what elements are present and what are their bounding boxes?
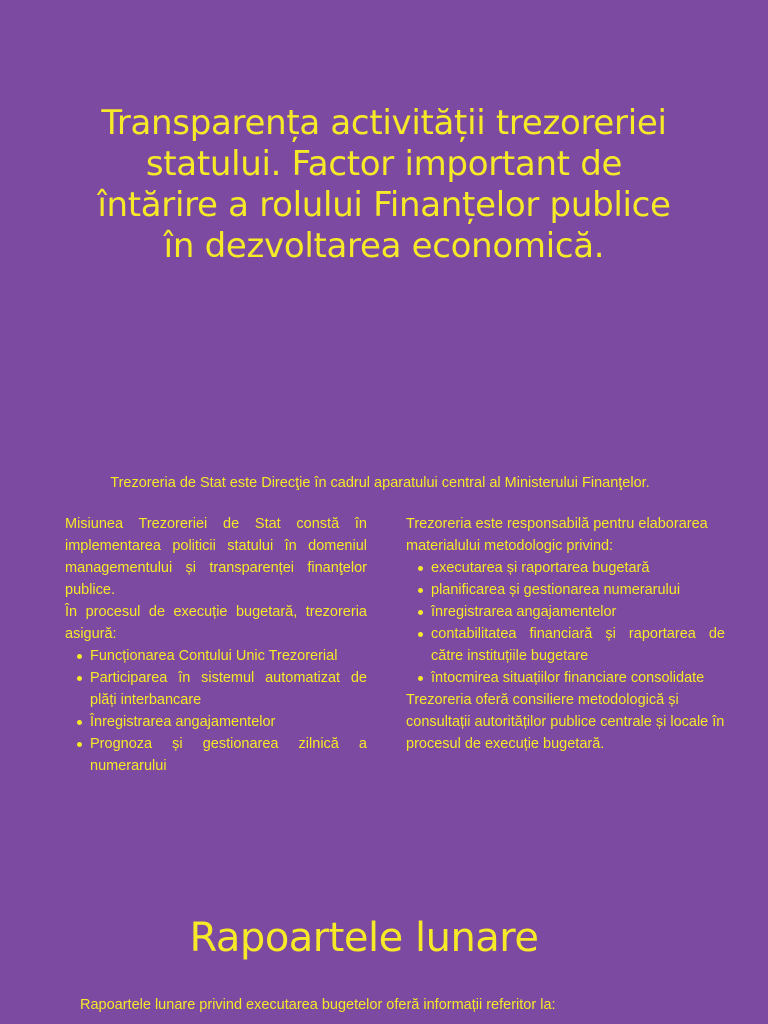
methodology-list	[406, 557, 725, 689]
responsibility-paragraph: Trezoreria este responsabilă pentru elaborarea materialului metodologic privind:	[406, 516, 708, 554]
intro-text: Trezoreria de Stat este Direcţie în cadrul aparatului central al Ministerului Finanţelor.	[110, 475, 650, 491]
right-column	[406, 513, 725, 755]
bullet-icon	[418, 676, 423, 681]
page-title	[0, 103, 768, 267]
list-item	[90, 711, 367, 733]
title-line-1: Transparența activității trezoreriei	[101, 103, 667, 143]
bullet-icon	[77, 654, 82, 659]
list-item-text: Prognoza și gestionarea zilnică a numerarului	[90, 736, 367, 774]
list-item	[90, 667, 367, 711]
list-item	[431, 557, 725, 579]
list-item-text: planificarea și gestionarea numerarului	[431, 582, 681, 598]
reports-intro-text: Rapoartele lunare privind executarea bugetelor oferă informații referitor la:	[80, 997, 556, 1013]
mission-paragraph: Misiunea Trezoreriei de Stat constă în implementarea politicii statului în domeniul managementului și transparenței finanţelor publice.	[65, 516, 367, 598]
list-item-text: executarea și raportarea bugetară	[431, 560, 650, 576]
list-item-text: înregistrarea angajamentelor	[431, 604, 617, 620]
treasury-duties-list	[65, 645, 367, 777]
consulting-paragraph: Trezoreria oferă consiliere metodologică și consultații autorităților publice centrale și locale în procesul de execuție bugetară.	[406, 692, 725, 752]
list-item	[431, 623, 725, 667]
list-item-text: întocmirea situațiilor financiare consolidate	[431, 670, 705, 686]
list-item	[431, 579, 725, 601]
list-item-text: Participarea în sistemul automatizat de plăți interbancare	[90, 670, 367, 708]
bullet-icon	[418, 566, 423, 571]
list-item	[431, 601, 725, 623]
list-item	[90, 733, 367, 777]
reports-heading: Rapoartele lunare	[189, 915, 539, 961]
bullet-icon	[418, 632, 423, 637]
list-item-text: Funcționarea Contului Unic Trezorerial	[90, 648, 338, 664]
title-line-2: statului. Factor important de	[145, 144, 623, 184]
list-item	[431, 667, 725, 689]
bullet-icon	[418, 588, 423, 593]
list-item-text: contabilitatea financiară și raportarea de către instituțiile bugetare	[431, 626, 725, 664]
bullet-icon	[77, 676, 82, 681]
list-item-text: Înregistrarea angajamentelor	[90, 714, 276, 730]
bullet-icon	[418, 610, 423, 615]
execution-paragraph: În procesul de execuție bugetară, trezoreria asigură:	[65, 604, 367, 642]
title-line-3: întărire a rolului Finanțelor publice	[97, 185, 671, 225]
bullet-icon	[77, 720, 82, 725]
bullet-icon	[77, 742, 82, 747]
title-line-4: în dezvoltarea economică.	[163, 226, 605, 266]
list-item	[90, 645, 367, 667]
left-column	[65, 513, 367, 777]
